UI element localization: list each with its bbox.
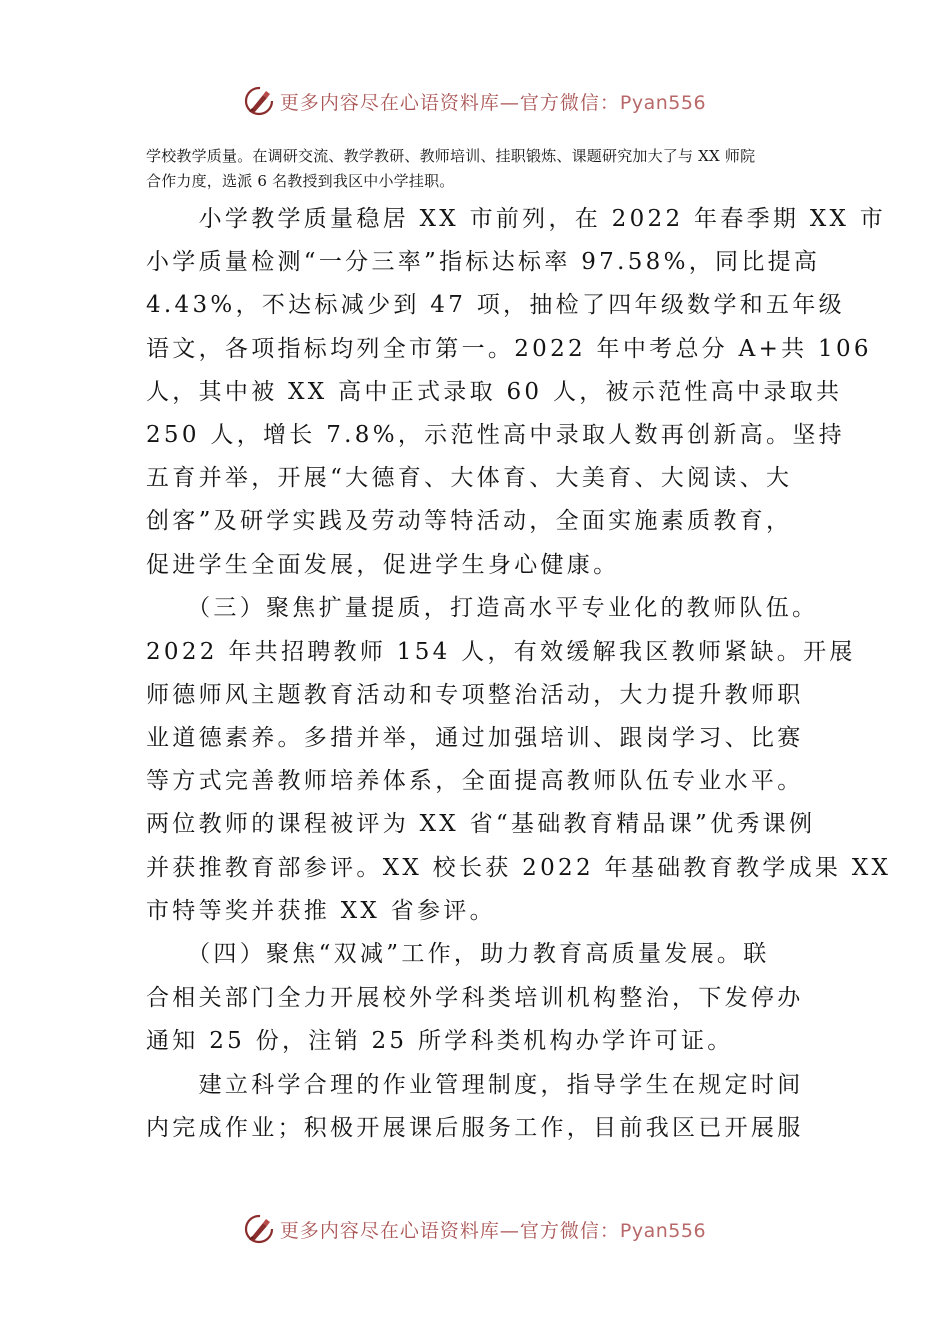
body-line: 业道德素养。多措并举，通过加强培训、跟岗学习、比赛 — [146, 724, 804, 751]
body-line: 语文，各项指标均列全市第一。2022 年中考总分 A+共 106 — [146, 335, 872, 362]
header-banner-text: 更多内容尽在心语资料库—官方微信：Pyan556 — [279, 91, 707, 114]
body-line: 2022 年共招聘教师 154 人，有效缓解我区教师紧缺。开展 — [146, 638, 856, 665]
body-line: 小学教学质量稳居 XX 市前列，在 2022 年春季期 XX 市 — [146, 206, 887, 232]
pen-nib-logo-icon — [244, 86, 274, 116]
intro-line: 合作力度，选派 6 名教授到我区中小学挂职。 — [146, 172, 455, 190]
section-heading-line: （四）聚焦“双减”工作，助力教育高质量发展。联 — [146, 941, 770, 968]
body-line: 并获推教育部参评。XX 校长获 2022 年基础教育教学成果 XX — [146, 854, 892, 881]
body-line: 两位教师的课程被评为 XX 省“基础教育精品课”优秀课例 — [146, 811, 816, 838]
body-line: 250 人，增长 7.8%，示范性高中录取人数再创新高。坚持 — [146, 422, 845, 449]
body-line: 合相关部门全力开展校外学科类培训机构整治，下发停办 — [146, 984, 804, 1011]
body-line: 市特等奖并获推 XX 省参评。 — [146, 897, 496, 924]
pen-nib-logo-icon — [244, 1214, 274, 1244]
body-line: 等方式完善教师培养体系，全面提高教师队伍专业水平。 — [146, 768, 804, 795]
body-line: 内完成作业；积极开展课后服务工作，目前我区已开展服 — [146, 1114, 804, 1141]
footer-banner — [0, 1212, 950, 1246]
header-banner — [0, 84, 950, 118]
body-line: 人，其中被 XX 高中正式录取 60 人，被示范性高中录取共 — [146, 378, 843, 405]
intro-line: 学校教学质量。在调研交流、教学教研、教师培训、挂职锻炼、课题研究加大了与 XX 师院 — [146, 147, 756, 165]
intro-paragraph — [146, 144, 816, 194]
body-line: 4.43%，不达标减少到 47 项，抽检了四年级数学和五年级 — [146, 292, 845, 319]
body-line: 通知 25 份，注销 25 所学科类机构办学许可证。 — [146, 1027, 734, 1054]
body-text — [146, 198, 892, 1150]
footer-banner-handle: Pyan556 — [619, 1219, 707, 1242]
body-line: 创客”及研学实践及劳动等特活动，全面实施素质教育， — [146, 508, 793, 535]
footer-banner-text: 更多内容尽在心语资料库—官方微信：Pyan556 — [279, 1219, 707, 1242]
header-banner-handle: Pyan556 — [619, 91, 707, 114]
body-line: 促进学生全面发展，促进学生身心健康。 — [146, 551, 620, 578]
body-line: 五育并举，开展“大德育、大体育、大美育、大阅读、大 — [146, 465, 793, 492]
section-heading-line: （三）聚焦扩量提质，打造高水平专业化的教师队伍。 — [146, 595, 819, 622]
body-line: 小学质量检测“一分三率”指标达标率 97.58%，同比提高 — [146, 249, 821, 276]
body-line: 师德师风主题教育活动和专项整治活动，大力提升教师职 — [146, 681, 804, 708]
body-line: 建立科学合理的作业管理制度，指导学生在规定时间 — [146, 1071, 804, 1098]
